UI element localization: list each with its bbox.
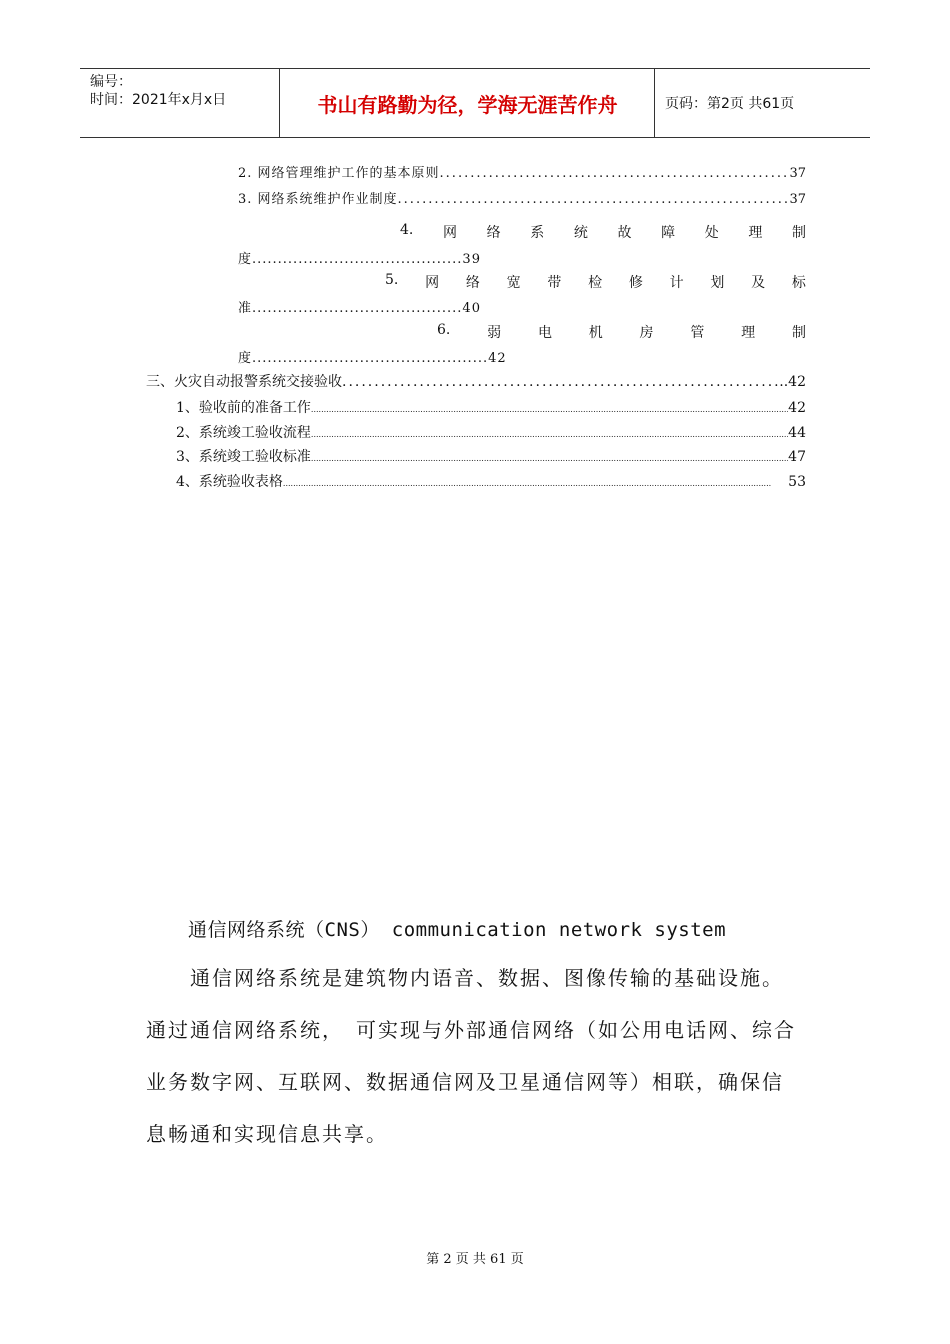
toc-sub-1[interactable]	[176, 397, 806, 417]
paragraph-line: 息畅通和实现信息共享。	[146, 1122, 388, 1146]
toc-leader	[342, 374, 779, 390]
toc-char: 标	[791, 275, 806, 291]
toc-item-4-cont: 度.........................................39	[238, 252, 481, 267]
toc-char: 制	[791, 225, 806, 241]
toc-item-title: 3. 网络系统维护作业制度	[238, 192, 398, 207]
toc-char: 弱	[487, 325, 502, 341]
toc-item-page: 37	[789, 166, 806, 181]
toc-item-page: 44	[788, 425, 806, 441]
toc-char: 络	[486, 225, 501, 241]
code-label: 编号：	[90, 74, 132, 90]
toc-sub-3[interactable]	[176, 446, 806, 466]
toc-char: 电	[537, 325, 552, 341]
toc-sub-4[interactable]	[176, 471, 806, 491]
toc-item-page: 42	[788, 400, 806, 416]
toc-item-6[interactable]	[437, 322, 806, 342]
toc-leader	[311, 405, 788, 414]
toc-item-3[interactable]	[238, 188, 806, 207]
toc-leader	[440, 166, 790, 181]
toc-leader	[398, 192, 790, 207]
toc-char: 房	[639, 325, 654, 341]
toc-char: 理	[741, 325, 756, 341]
section-paragraph	[146, 952, 811, 1160]
toc-char: 网	[442, 225, 457, 241]
toc-char: 6.	[437, 322, 451, 338]
toc-item-title: 2、系统竣工验收流程	[176, 425, 311, 441]
page-header	[80, 68, 870, 138]
toc-item-page: ..42	[779, 374, 806, 390]
toc-item-title: 3、系统竣工验收标准	[176, 449, 311, 465]
toc-item-page: 37	[789, 192, 806, 207]
toc-char: 检	[588, 275, 603, 291]
toc-item-page: 47	[788, 449, 806, 465]
paragraph-line: 业务数字网、互联网、数据通信网及卫星通信网等）相联，确保信	[146, 1070, 784, 1094]
toc-char: 机	[588, 325, 603, 341]
motto: 书山有路勤为径，学海无涯苦作舟	[281, 69, 655, 137]
toc-char: 带	[547, 275, 562, 291]
paragraph-line: 通信网络系统是建筑物内语音、数据、图像传输的基础设施。	[146, 966, 784, 990]
toc-char: 划	[710, 275, 725, 291]
toc-item-title: 三、火灾自动报警系统交接验收	[146, 374, 342, 390]
toc-char: 修	[628, 275, 643, 291]
toc-char: 络	[465, 275, 480, 291]
toc-char: 系	[530, 225, 545, 241]
toc-char: 及	[751, 275, 766, 291]
toc-item-page: 53	[788, 474, 806, 490]
toc-char: 网	[425, 275, 440, 291]
toc-item-6-cont: 度..............................................42	[238, 351, 507, 366]
toc-char: 宽	[506, 275, 521, 291]
paragraph-line: 通过通信网络系统， 可实现与外部通信网络（如公用电话网、综合	[146, 1018, 796, 1042]
toc-leader	[311, 430, 788, 439]
toc-sub-2[interactable]	[176, 422, 806, 442]
toc-char: 制	[791, 325, 806, 341]
toc-char: 统	[573, 225, 588, 241]
toc-item-4[interactable]	[400, 222, 806, 242]
toc-char: 障	[661, 225, 676, 241]
toc-char: 处	[704, 225, 719, 241]
toc-item-2[interactable]	[238, 162, 806, 181]
toc-char: 5.	[385, 272, 399, 288]
page-label: 页码：第2页 共61页	[665, 96, 795, 112]
toc-char: 理	[748, 225, 763, 241]
toc-item-5[interactable]	[385, 272, 806, 292]
toc-item-title: 4、系统验收表格	[176, 474, 283, 490]
page-footer: 第 2 页 共 61 页	[426, 1252, 524, 1267]
toc-char: 管	[690, 325, 705, 341]
toc-char: 4.	[400, 222, 414, 238]
toc-item-title: 2. 网络管理维护工作的基本原则	[238, 166, 440, 181]
toc-char: 故	[617, 225, 632, 241]
toc-char: 计	[669, 275, 684, 291]
toc-leader	[311, 454, 788, 463]
toc-item-title: 1、验收前的准备工作	[176, 400, 311, 416]
time-label: 时间：2021年x月x日	[90, 92, 227, 108]
toc-leader	[283, 479, 788, 488]
section-heading: 通信网络系统（CNS） communication network system	[188, 919, 727, 941]
toc-section-3[interactable]	[146, 371, 806, 391]
header-meta	[80, 69, 280, 137]
toc-item-5-cont: 准.........................................40	[238, 301, 481, 316]
